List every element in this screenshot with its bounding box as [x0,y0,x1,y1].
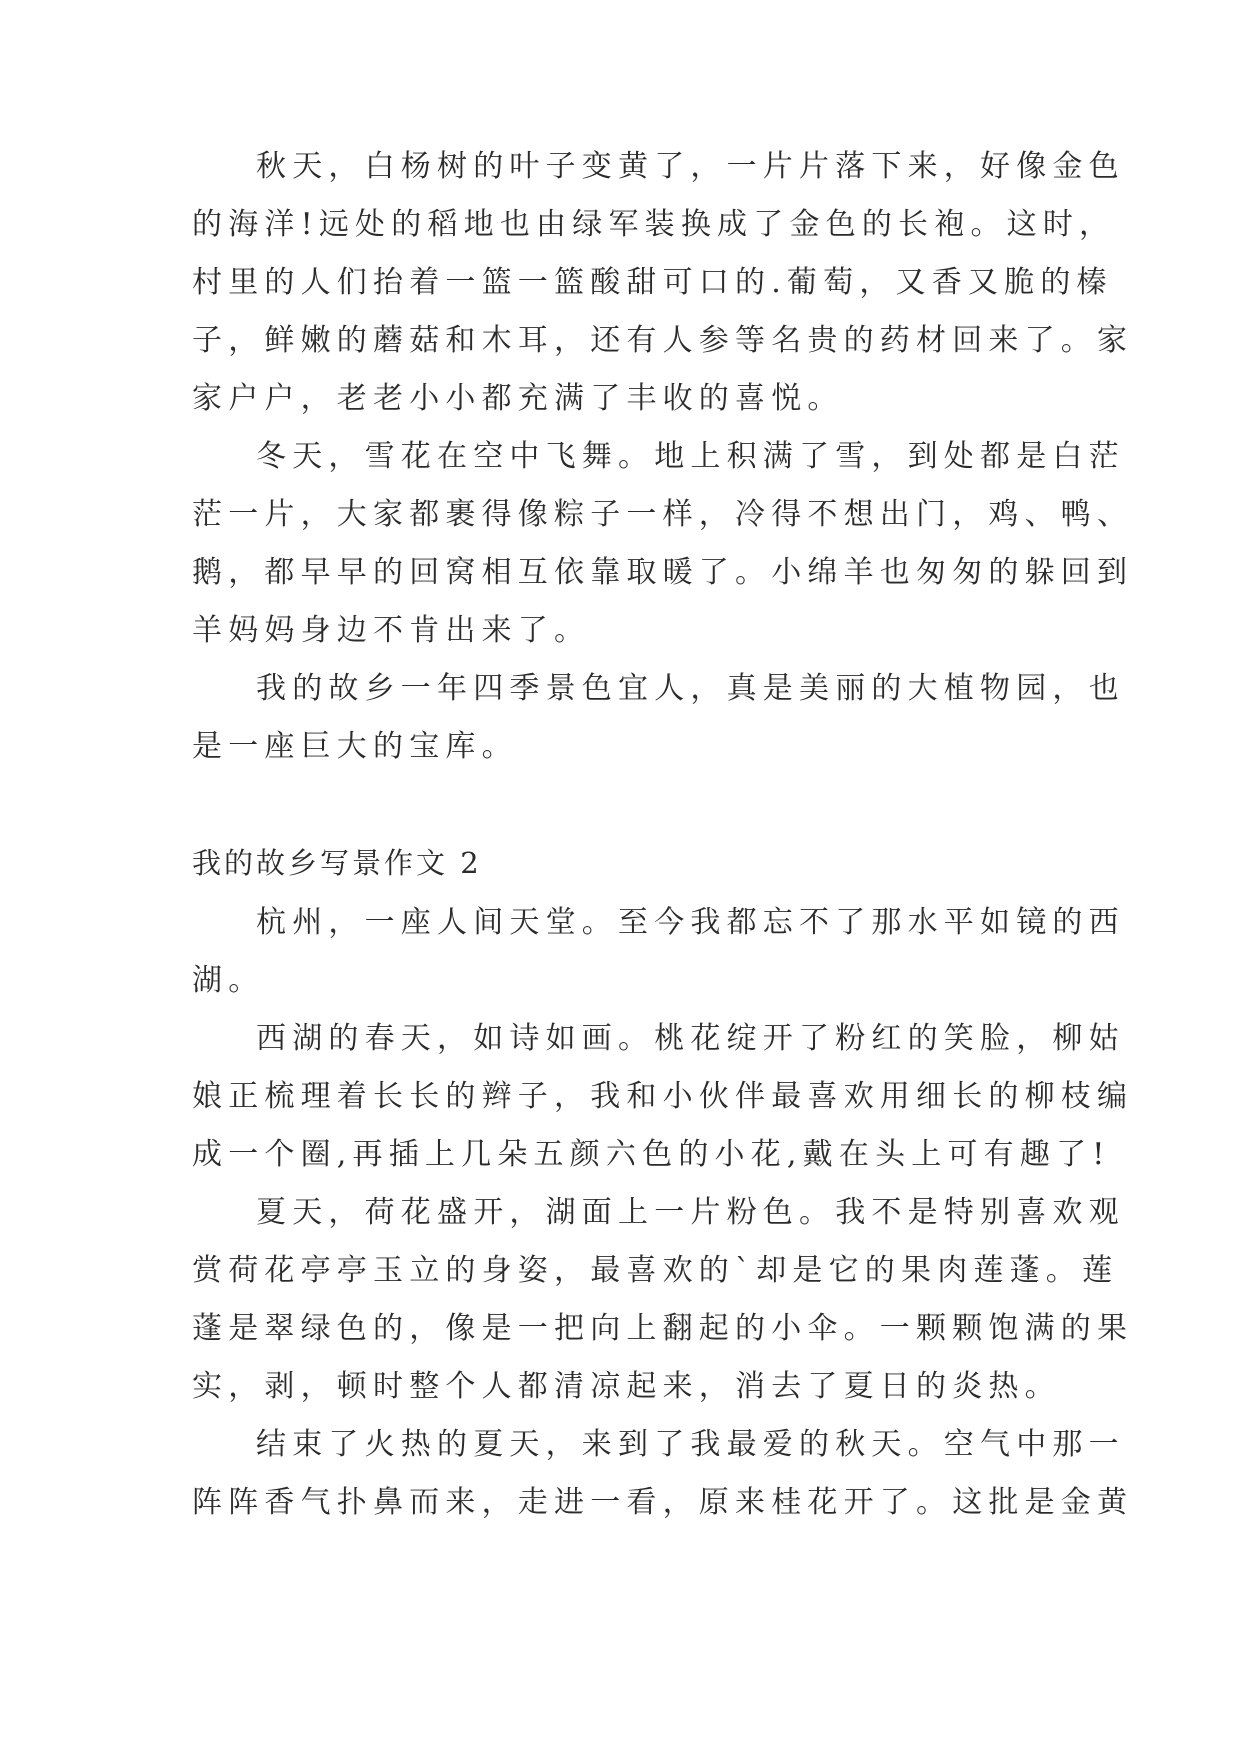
text-line: 我的故乡一年四季景色宜人，真是美丽的大植物园，也 [256,671,1125,706]
text-line: 茫一片，大家都裹得像粽子一样，冷得不想出门，鸡、鸭、 [192,497,1134,532]
text-line: 夏天，荷花盛开，湖面上一片粉色。我不是特别喜欢观 [256,1195,1125,1230]
section-heading: 我的故乡写景作文 2 [192,846,482,880]
text-line: 娘正梳理着长长的辫子，我和小伙伴最喜欢用细长的柳枝编 [192,1079,1134,1114]
text-line: 杭州，一座人间天堂。至今我都忘不了那水平如镜的西 [256,905,1125,940]
text-line: 成一个圈,再插上几朵五颜六色的小花,戴在头上可有趣了! [192,1137,1111,1172]
text-line: 湖。 [192,963,265,998]
text-line: 阵阵香气扑鼻而来，走进一看，原来桂花开了。这批是金黄 [192,1485,1134,1520]
text-line: 羊妈妈身边不肯出来了。 [192,613,591,648]
text-line: 的海洋!远处的稻地也由绿军装换成了金色的长袍。这时， [192,207,1116,242]
text-line: 蓬是翠绿色的，像是一把向上翻起的小伞。一颗颗饱满的果 [192,1311,1134,1346]
text-line: 西湖的春天，如诗如画。桃花绽开了粉红的笑脸，柳姑 [256,1021,1125,1056]
text-line: 结束了火热的夏天，来到了我最爱的秋天。空气中那一 [256,1427,1125,1462]
text-line: 村里的人们抬着一篮一篮酸甜可口的.葡萄，又香又脆的榛 [192,265,1113,300]
text-line: 秋天，白杨树的叶子变黄了，一片片落下来，好像金色 [256,149,1125,184]
text-line: 子，鲜嫩的蘑菇和木耳，还有人参等名贵的药材回来了。家 [192,323,1134,358]
text-line: 鹅，都早早的回窝相互依靠取暖了。小绵羊也匆匆的躲回到 [192,555,1134,590]
text-line: 实，剥，顿时整个人都清凉起来，消去了夏日的炎热。 [192,1369,1061,1404]
text-line: 是一座巨大的宝库。 [192,729,518,764]
text-line: 冬天，雪花在空中飞舞。地上积满了雪，到处都是白茫 [256,439,1125,474]
text-line: 家户户，老老小小都充满了丰收的喜悦。 [192,381,844,416]
text-line: 赏荷花亭亭玉立的身姿，最喜欢的`却是它的果肉莲蓬。莲 [192,1253,1119,1288]
